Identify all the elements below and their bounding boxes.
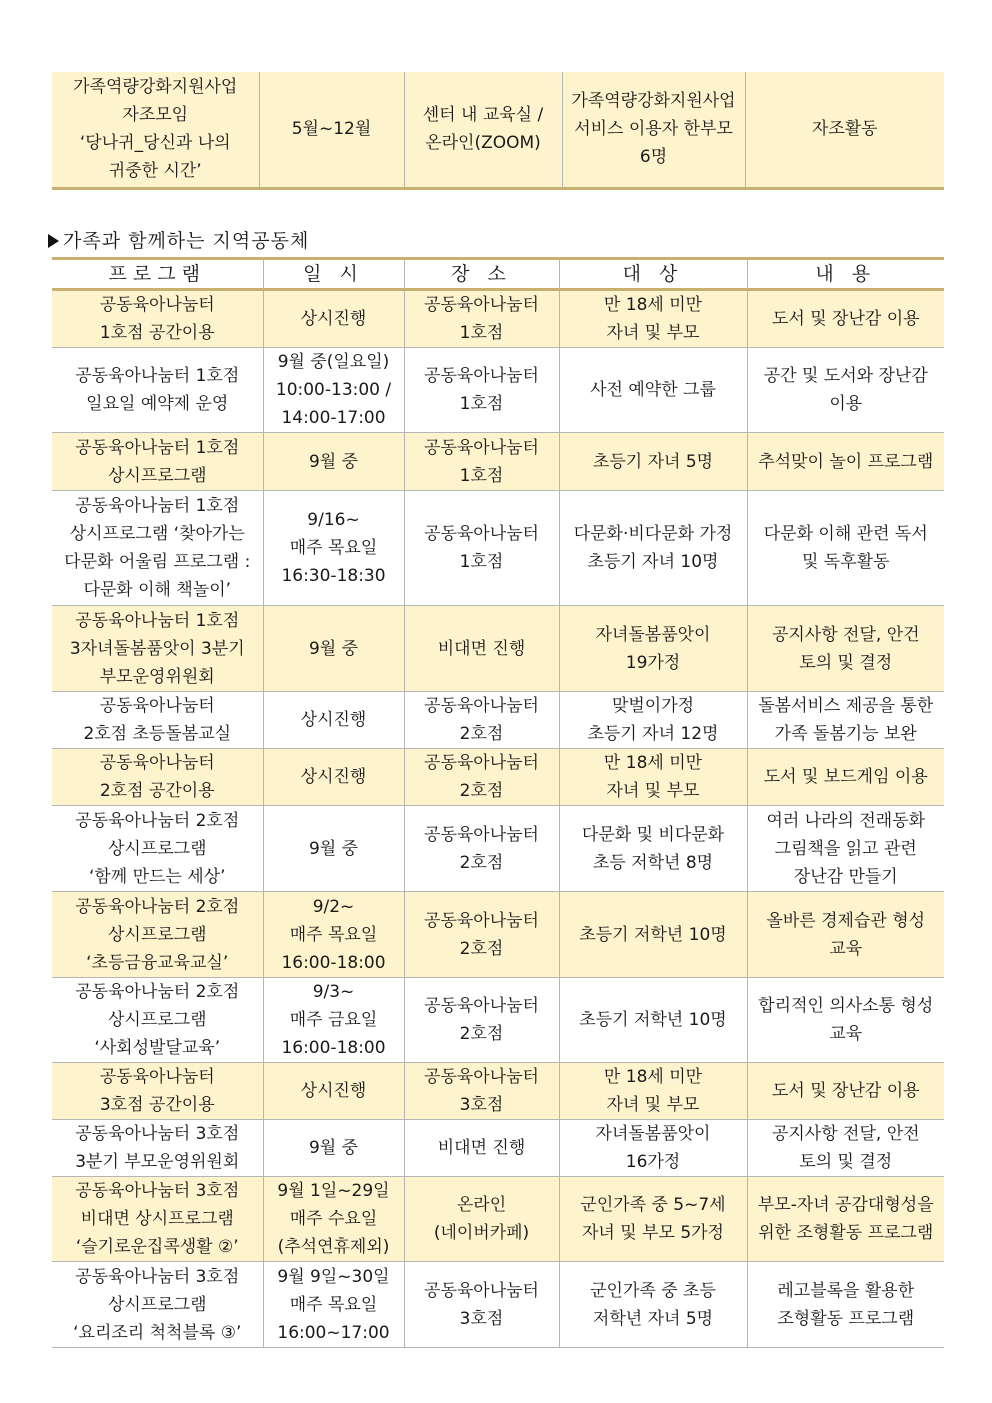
date-cell: 상시진행 — [263, 749, 404, 806]
header-content: 내 용 — [747, 259, 944, 290]
table-row — [52, 692, 944, 749]
place-cell: 공동육아나눔터 3호점 — [404, 1063, 559, 1120]
content-cell: 도서 및 보드게임 이용 — [747, 749, 944, 806]
content-cell: 도서 및 장난감 이용 — [747, 290, 944, 348]
content-cell: 합리적인 의사소통 형성 교육 — [747, 978, 944, 1063]
date-cell: 9월 중 — [263, 1120, 404, 1177]
date-cell: 상시진행 — [263, 290, 404, 348]
place-cell: 공동육아나눔터 1호점 — [404, 348, 559, 433]
table-row — [52, 1262, 944, 1348]
target-cell: 만 18세 미만 자녀 및 부모 — [559, 1063, 747, 1120]
target-cell: 맞벌이가정 초등기 자녀 12명 — [559, 692, 747, 749]
date-cell: 5월~12월 — [259, 72, 404, 188]
triangle-bullet-icon — [48, 234, 59, 248]
program-cell: 가족역량강화지원사업 자조모임 ‘당나귀_당신과 나의 귀중한 시간’ — [52, 72, 259, 188]
target-cell: 자녀돌봄품앗이 19가정 — [559, 606, 747, 692]
place-cell: 비대면 진행 — [404, 606, 559, 692]
date-cell: 상시진행 — [263, 692, 404, 749]
table-row — [52, 892, 944, 978]
program-cell: 공동육아나눔터 1호점 상시프로그램 ‘찾아가는 다문화 어울림 프로그램 : 다문화 이해 책놀이’ — [52, 491, 263, 606]
date-cell: 9/16~ 매주 목요일 16:30-18:30 — [263, 491, 404, 606]
section-title — [48, 228, 309, 254]
self-help-row — [52, 72, 944, 188]
place-cell: 공동육아나눔터 2호점 — [404, 692, 559, 749]
content-cell: 돌봄서비스 제공을 통한 가족 돌봄기능 보완 — [747, 692, 944, 749]
target-cell: 군인가족 중 5~7세 자녀 및 부모 5가정 — [559, 1177, 747, 1262]
place-cell: 공동육아나눔터 2호점 — [404, 749, 559, 806]
program-cell: 공동육아나눔터 1호점 3자녀돌봄품앗이 3분기 부모운영위원회 — [52, 606, 263, 692]
program-cell: 공동육아나눔터 2호점 상시프로그램 ‘초등금융교육교실’ — [52, 892, 263, 978]
date-cell: 9월 중 — [263, 606, 404, 692]
table-row — [52, 433, 944, 491]
place-cell: 공동육아나눔터 1호점 — [404, 433, 559, 491]
self-help-table — [52, 72, 944, 190]
header-program: 프로그램 — [52, 259, 263, 290]
place-cell: 공동육아나눔터 1호점 — [404, 290, 559, 348]
table-row — [52, 749, 944, 806]
date-cell: 9/2~ 매주 목요일 16:00-18:00 — [263, 892, 404, 978]
date-cell: 9월 중 — [263, 806, 404, 892]
target-cell: 군인가족 중 초등 저학년 자녀 5명 — [559, 1262, 747, 1348]
section-title-text: 가족과 함께하는 지역공동체 — [63, 230, 310, 252]
content-cell: 도서 및 장난감 이용 — [747, 1063, 944, 1120]
target-cell: 만 18세 미만 자녀 및 부모 — [559, 290, 747, 348]
program-cell: 공동육아나눔터 2호점 초등돌봄교실 — [52, 692, 263, 749]
content-cell: 공지사항 전달, 안전 토의 및 결정 — [747, 1120, 944, 1177]
place-cell: 공동육아나눔터 2호점 — [404, 892, 559, 978]
place-cell: 비대면 진행 — [404, 1120, 559, 1177]
content-cell: 추석맞이 놀이 프로그램 — [747, 433, 944, 491]
table-row — [52, 290, 944, 348]
place-cell: 공동육아나눔터 2호점 — [404, 806, 559, 892]
content-cell: 부모-자녀 공감대형성을 위한 조형활동 프로그램 — [747, 1177, 944, 1262]
program-cell: 공동육아나눔터 3호점 3분기 부모운영위원회 — [52, 1120, 263, 1177]
program-cell: 공동육아나눔터 2호점 상시프로그램 ‘함께 만드는 세상’ — [52, 806, 263, 892]
program-cell: 공동육아나눔터 1호점 일요일 예약제 운영 — [52, 348, 263, 433]
table-row — [52, 606, 944, 692]
table-row — [52, 491, 944, 606]
target-cell: 초등기 저학년 10명 — [559, 978, 747, 1063]
content-cell: 레고블록을 활용한 조형활동 프로그램 — [747, 1262, 944, 1348]
table-row — [52, 1177, 944, 1262]
content-cell: 공지사항 전달, 안건 토의 및 결정 — [747, 606, 944, 692]
community-program-table — [52, 257, 944, 1348]
content-cell: 올바른 경제습관 형성 교육 — [747, 892, 944, 978]
place-cell: 공동육아나눔터 3호점 — [404, 1262, 559, 1348]
date-cell: 9월 1일~29일 매주 수요일 (추석연휴제외) — [263, 1177, 404, 1262]
date-cell: 9월 중(일요일) 10:00-13:00 / 14:00-17:00 — [263, 348, 404, 433]
target-cell: 자녀돌봄품앗이 16가정 — [559, 1120, 747, 1177]
content-cell: 다문화 이해 관련 독서 및 독후활동 — [747, 491, 944, 606]
program-cell: 공동육아나눔터 3호점 비대면 상시프로그램 ‘슬기로운집콕생활 ②’ — [52, 1177, 263, 1262]
program-cell: 공동육아나눔터 1호점 상시프로그램 — [52, 433, 263, 491]
target-cell: 가족역량강화지원사업 서비스 이용자 한부모 6명 — [562, 72, 745, 188]
program-cell: 공동육아나눔터 1호점 공간이용 — [52, 290, 263, 348]
program-cell: 공동육아나눔터 3호점 상시프로그램 ‘요리조리 척척블록 ③’ — [52, 1262, 263, 1348]
date-cell: 9월 중 — [263, 433, 404, 491]
place-cell: 공동육아나눔터 1호점 — [404, 491, 559, 606]
target-cell: 초등기 자녀 5명 — [559, 433, 747, 491]
target-cell: 만 18세 미만 자녀 및 부모 — [559, 749, 747, 806]
program-cell: 공동육아나눔터 2호점 상시프로그램 ‘사회성발달교육’ — [52, 978, 263, 1063]
table-row — [52, 1120, 944, 1177]
table-header-row — [52, 259, 944, 290]
target-cell: 다문화·비다문화 가정 초등기 자녀 10명 — [559, 491, 747, 606]
target-cell: 다문화 및 비다문화 초등 저학년 8명 — [559, 806, 747, 892]
table-row — [52, 806, 944, 892]
header-date: 일 시 — [263, 259, 404, 290]
header-place: 장 소 — [404, 259, 559, 290]
content-cell: 공간 및 도서와 장난감 이용 — [747, 348, 944, 433]
date-cell: 9/3~ 매주 금요일 16:00-18:00 — [263, 978, 404, 1063]
program-cell: 공동육아나눔터 3호점 공간이용 — [52, 1063, 263, 1120]
target-cell: 사전 예약한 그룹 — [559, 348, 747, 433]
table-row — [52, 978, 944, 1063]
table-row — [52, 1063, 944, 1120]
program-cell: 공동육아나눔터 2호점 공간이용 — [52, 749, 263, 806]
header-target: 대 상 — [559, 259, 747, 290]
target-cell: 초등기 저학년 10명 — [559, 892, 747, 978]
place-cell: 공동육아나눔터 2호점 — [404, 978, 559, 1063]
place-cell: 센터 내 교육실 / 온라인(ZOOM) — [404, 72, 562, 188]
content-cell: 여러 나라의 전래동화 그림책을 읽고 관련 장난감 만들기 — [747, 806, 944, 892]
table-row — [52, 348, 944, 433]
place-cell: 온라인 (네이버카페) — [404, 1177, 559, 1262]
date-cell: 상시진행 — [263, 1063, 404, 1120]
content-cell: 자조활동 — [745, 72, 944, 188]
date-cell: 9월 9일~30일 매주 목요일 16:00~17:00 — [263, 1262, 404, 1348]
